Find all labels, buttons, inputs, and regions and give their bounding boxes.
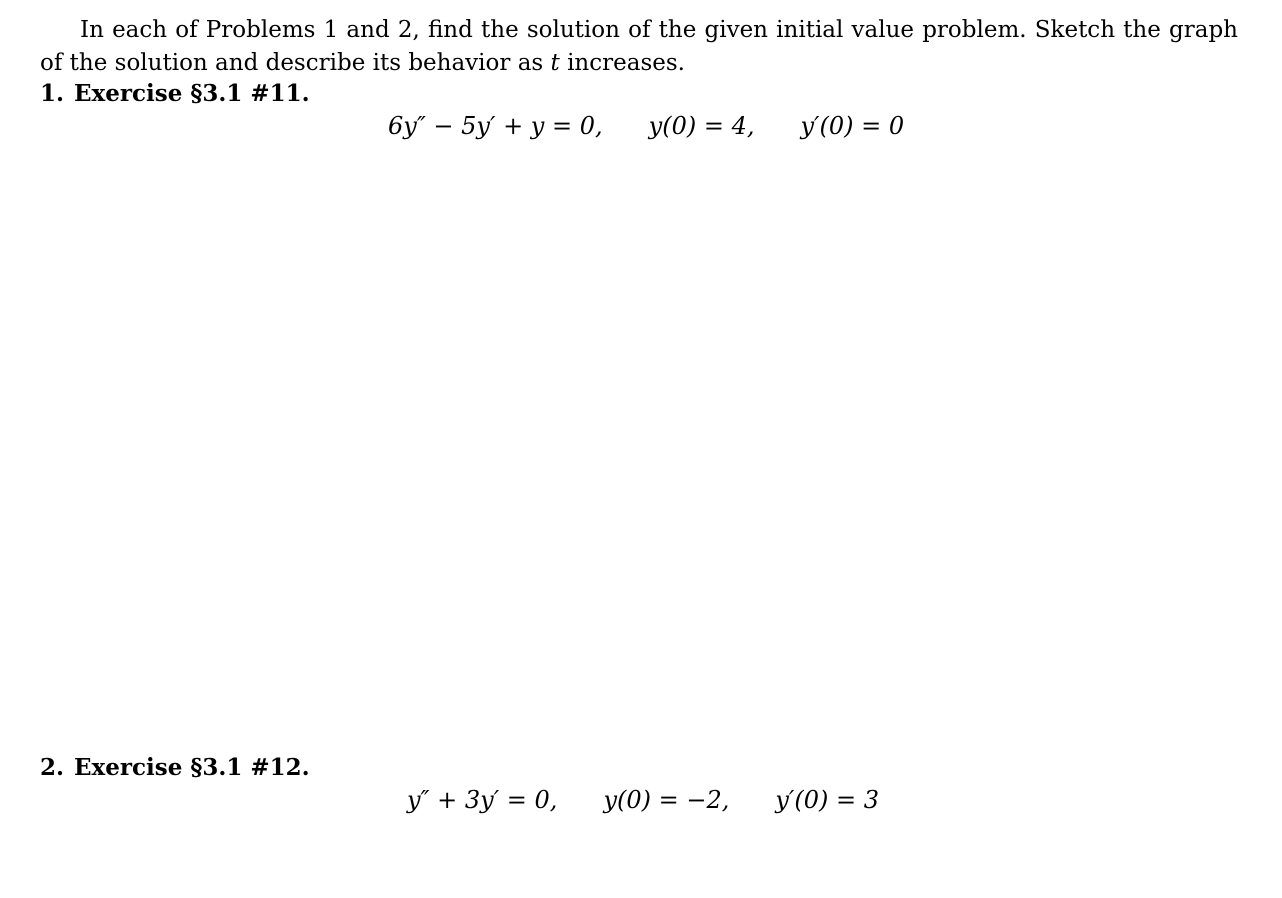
problem-2-heading [40,754,310,781]
problem-1-number: 1. [40,80,65,107]
problem-1-title: Exercise §3.1 #11. [74,80,310,107]
instructions-variable: t [550,50,560,76]
instructions-text-start: In each of Problems 1 and 2, find the solution of the given initial value problem. Sketch the graph of the solution and describe its behavior as [40,17,1238,76]
problem-2-initial-condition-1: y(0) = −2, [603,786,730,814]
problem-1-initial-condition-2: y′(0) = 0 [800,112,905,140]
problem-1-equation [388,112,904,140]
problem-1-ode: 6y″ − 5y′ + y = 0, [388,112,603,140]
problem-1-heading [40,80,310,107]
problem-2-initial-condition-2: y′(0) = 3 [775,786,880,814]
problem-2-equation [407,786,879,814]
problem-2-title: Exercise §3.1 #12. [74,754,310,781]
instructions-text-end: increases. [559,50,685,76]
problem-2-number: 2. [40,754,65,781]
instructions-paragraph [40,14,1238,80]
problem-2-ode: y″ + 3y′ = 0, [407,786,558,814]
problem-1-initial-condition-1: y(0) = 4, [648,112,755,140]
